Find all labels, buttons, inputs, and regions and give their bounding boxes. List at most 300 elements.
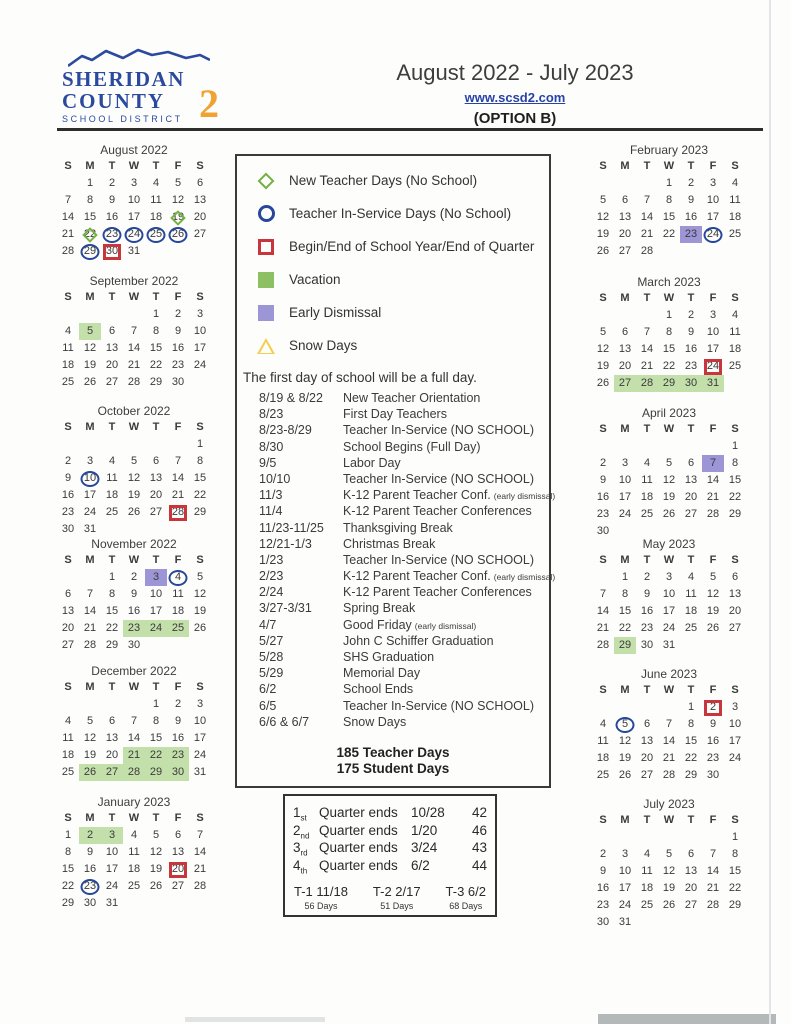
event-desc: John C Schiffer Graduation xyxy=(343,633,494,648)
quarter-label: Quarter ends xyxy=(319,840,398,855)
legend-item-early-dismissal xyxy=(237,296,549,329)
event-date: 9/5 xyxy=(259,455,277,470)
calendar-day: 26 xyxy=(193,622,207,634)
calendar-day: 12 xyxy=(83,732,97,744)
quarter-end-date: 1/20 xyxy=(411,822,438,838)
quarter-label: Quarter ends xyxy=(319,805,398,820)
quarter-row xyxy=(293,839,495,857)
calendar-day: 24 xyxy=(123,226,145,243)
month-title: January 2023 xyxy=(97,795,171,809)
weekday-header: S xyxy=(599,814,607,826)
calendar-day: 21 xyxy=(640,360,654,372)
calendar-day: 30 xyxy=(706,769,720,781)
district-url-link[interactable]: www.scsd2.com xyxy=(464,90,566,105)
calendar-day: 6 xyxy=(687,457,695,469)
weekday-header: M xyxy=(85,812,95,824)
event-row xyxy=(237,665,549,681)
calendar-day: 13 xyxy=(171,846,185,858)
calendar-day: 9 xyxy=(599,865,607,877)
calendar-day: 26 xyxy=(79,764,101,781)
empty-cell xyxy=(145,436,167,453)
calendar-day: 24 xyxy=(145,620,167,637)
calendar-day: 30 xyxy=(61,523,75,535)
calendar-day: 28 xyxy=(167,504,189,521)
event-row xyxy=(237,714,549,730)
calendar-day: 28 xyxy=(596,639,610,651)
calendar-day: 28 xyxy=(636,375,658,392)
calendar-day: 16 xyxy=(61,489,75,501)
calendar-day: 17 xyxy=(706,211,720,223)
month-grid xyxy=(57,552,211,654)
calendar-day: 12 xyxy=(193,588,207,600)
empty-cell xyxy=(658,699,680,716)
calendar-day: 28 xyxy=(640,245,654,257)
legend-label: Vacation xyxy=(289,272,341,287)
calendar-day: 11 xyxy=(128,846,140,858)
event-desc: Labor Day xyxy=(343,455,401,470)
total-line: 185 Teacher Days xyxy=(336,744,450,760)
calendar-day: 21 xyxy=(123,747,145,764)
calendar-day: 30 xyxy=(83,897,97,909)
legend-label: Early Dismissal xyxy=(289,305,382,320)
calendar-day: 8 xyxy=(152,715,160,727)
event-date: 5/27 xyxy=(259,633,284,648)
calendar-day: 27 xyxy=(149,506,163,518)
calendar-day: 29 xyxy=(728,899,742,911)
calendar-day: 14 xyxy=(127,342,141,354)
empty-cell xyxy=(614,438,636,455)
header-divider xyxy=(57,128,763,131)
weekday-header: T xyxy=(687,292,695,304)
calendar-day: 29 xyxy=(79,243,101,260)
legend-label: Teacher In-Service Days (No School) xyxy=(289,206,512,221)
empty-cell xyxy=(636,175,658,192)
event-row xyxy=(237,520,549,536)
calendar-day: 20 xyxy=(618,228,632,240)
calendar-day: 15 xyxy=(662,211,676,223)
event-date: 6/2 xyxy=(259,682,277,697)
event-date: 11/4 xyxy=(259,504,283,519)
calendar-day: 25 xyxy=(596,769,610,781)
calendar-day: 31 xyxy=(105,897,119,909)
calendar-day: 4 xyxy=(108,455,116,467)
calendar-day: 15 xyxy=(149,342,163,354)
calendar-day: 14 xyxy=(61,211,75,223)
calendar-day: 16 xyxy=(596,882,610,894)
legend-item-quarter xyxy=(237,230,549,263)
legend-icon-wrap xyxy=(251,305,281,321)
calendar-day: 21 xyxy=(61,228,75,240)
event-date: 8/23 xyxy=(259,407,284,422)
calendar-day: 28 xyxy=(706,899,720,911)
calendar-day: 24 xyxy=(83,506,97,518)
calendar-day: 8 xyxy=(621,588,629,600)
calendar-day: 14 xyxy=(596,605,610,617)
calendar-day: 18 xyxy=(61,359,75,371)
weekday-header: W xyxy=(128,554,140,566)
month-grid xyxy=(592,682,746,784)
calendar-day: 22 xyxy=(145,747,167,764)
calendar-day: 11 xyxy=(62,342,74,354)
calendar-day: 27 xyxy=(728,622,742,634)
weekday-header: M xyxy=(620,160,630,172)
calendar-day: 30 xyxy=(171,376,185,388)
weekday-header: T xyxy=(687,684,695,696)
month-october-2022 xyxy=(57,404,211,538)
quarter-ordinal: $4_{th}$ xyxy=(293,857,308,876)
quarter-label: Quarter ends xyxy=(319,822,398,838)
calendar-day: 5 xyxy=(614,716,636,733)
calendar-day: 26 xyxy=(167,226,189,243)
calendar-day: 11 xyxy=(685,588,697,600)
weekday-header: S xyxy=(64,291,72,303)
weekday-header: F xyxy=(174,421,182,433)
calendar-day: 16 xyxy=(706,735,720,747)
calendar-day: 19 xyxy=(618,752,632,764)
weekday-header: W xyxy=(128,681,140,693)
calendar-day: 3 xyxy=(709,309,717,321)
totals xyxy=(237,745,549,778)
month-grid xyxy=(592,421,746,540)
calendar-day: 29 xyxy=(105,639,119,651)
calendar-day: 6 xyxy=(643,718,651,730)
event-desc: Christmas Break xyxy=(343,536,436,551)
calendar-day: 31 xyxy=(702,375,724,392)
calendar-day: 15 xyxy=(662,343,676,355)
calendar-day: 3 xyxy=(196,698,204,710)
calendar-day: 10 xyxy=(127,194,141,206)
event-row xyxy=(237,439,549,455)
calendar-day: 18 xyxy=(127,863,141,875)
calendar-day: 5 xyxy=(79,323,101,340)
calendar-day: 3 xyxy=(145,569,167,586)
page-title: August 2022 - July 2023 xyxy=(396,60,634,85)
weekday-header: W xyxy=(663,554,675,566)
event-date: 4/7 xyxy=(259,617,277,632)
calendar-day: 9 xyxy=(709,718,717,730)
weekday-header: S xyxy=(196,812,204,824)
calendar-day: 23 xyxy=(596,899,610,911)
calendar-day: 7 xyxy=(709,848,717,860)
empty-cell xyxy=(592,175,614,192)
calendar-day: 7 xyxy=(196,829,204,841)
event-row xyxy=(237,633,549,649)
calendar-day: 7 xyxy=(174,455,182,467)
event-date: 3/27-3/31 xyxy=(259,601,312,616)
weekday-header: F xyxy=(709,423,717,435)
calendar-day: 10 xyxy=(193,715,207,727)
calendar-day: 8 xyxy=(731,457,739,469)
calendar-day: 23 xyxy=(706,752,720,764)
weekday-header: S xyxy=(64,421,72,433)
calendar-day: 11 xyxy=(106,472,118,484)
weekday-header: S xyxy=(599,292,607,304)
calendar-day: 24 xyxy=(662,622,676,634)
calendar-day: 11 xyxy=(729,194,741,206)
calendar-day: 30 xyxy=(680,375,702,392)
legend-item-snow-days xyxy=(237,329,549,362)
calendar-day: 18 xyxy=(684,605,698,617)
weekday-header: W xyxy=(128,160,140,172)
calendar-day: 8 xyxy=(64,846,72,858)
legend-label: Begin/End of School Year/End of Quarter xyxy=(289,239,535,254)
calendar-day: 16 xyxy=(83,863,97,875)
empty-cell xyxy=(79,306,101,323)
logo-line-county: COUNTY xyxy=(62,89,166,113)
quarter-day-count: 46 xyxy=(471,822,487,838)
calendar-day: 5 xyxy=(599,326,607,338)
calendar-day: 8 xyxy=(86,194,94,206)
empty-cell xyxy=(57,436,79,453)
calendar-day: 6 xyxy=(621,194,629,206)
event-desc: Snow Days xyxy=(343,714,407,729)
calendar-day: 5 xyxy=(152,829,160,841)
month-grid xyxy=(592,812,746,931)
weekday-header: F xyxy=(174,554,182,566)
calendar-day: 6 xyxy=(687,848,695,860)
calendar-day: 19 xyxy=(167,209,189,226)
event-desc: K-12 Parent Teacher Conferences xyxy=(343,585,532,600)
calendar-day: 2 xyxy=(643,571,651,583)
event-desc: New Teacher Orientation xyxy=(343,391,481,405)
scan-artifact xyxy=(598,1014,776,1024)
calendar-day: 28 xyxy=(706,508,720,520)
calendar-day: 20 xyxy=(105,359,119,371)
calendar-day: 18 xyxy=(728,343,742,355)
calendar-day: 12 xyxy=(706,588,720,600)
calendar-day: 1 xyxy=(665,309,673,321)
weekday-header: T xyxy=(152,554,160,566)
calendar-day: 22 xyxy=(61,880,75,892)
calendar-day: 26 xyxy=(596,377,610,389)
event-note: (early dismissal) xyxy=(493,572,556,583)
event-note: (early dismissal) xyxy=(493,491,556,502)
weekday-header: T xyxy=(108,421,116,433)
legend-icon-wrap xyxy=(251,239,281,255)
calendar-day: 1 xyxy=(665,177,673,189)
calendar-day: 3 xyxy=(621,457,629,469)
calendar-day: 10 xyxy=(105,846,119,858)
calendar-day: 23 xyxy=(640,622,654,634)
calendar-day: 23 xyxy=(101,226,123,243)
calendar-day: 6 xyxy=(152,455,160,467)
legend-icon-wrap xyxy=(251,338,281,354)
scan-artifact xyxy=(769,0,771,1024)
month-grid xyxy=(57,158,211,260)
calendar-day: 21 xyxy=(83,622,97,634)
month-title: May 2023 xyxy=(642,537,696,551)
weekday-header: S xyxy=(731,814,739,826)
calendar-day: 18 xyxy=(149,211,163,223)
calendar-day: 9 xyxy=(174,325,182,337)
weekday-header: S xyxy=(196,421,204,433)
empty-cell xyxy=(614,307,636,324)
calendar-day: 4 xyxy=(643,457,651,469)
empty-cell xyxy=(123,306,145,323)
weekday-header: M xyxy=(85,160,95,172)
calendar-day: 2 xyxy=(174,698,182,710)
month-may-2023 xyxy=(592,537,746,654)
calendar-day: 12 xyxy=(662,474,676,486)
calendar-day: 11 xyxy=(597,735,609,747)
empty-cell xyxy=(101,306,123,323)
trimester-days: 56 Days xyxy=(304,901,338,911)
logo-line-sheridan: SHERIDAN xyxy=(62,67,185,91)
red-square-icon xyxy=(258,239,274,255)
calendar-day: 28 xyxy=(193,880,207,892)
calendar-day: 5 xyxy=(709,571,717,583)
calendar-day: 7 xyxy=(643,326,651,338)
calendar-day: 25 xyxy=(684,622,698,634)
calendar-day: 5 xyxy=(196,571,204,583)
calendar-day: 6 xyxy=(731,571,739,583)
quarter-row xyxy=(293,804,495,822)
calendar-day: 10 xyxy=(79,470,101,487)
first-day-note: The first day of school will be a full day. xyxy=(243,370,477,385)
calendar-day: 16 xyxy=(684,343,698,355)
calendar-day: 13 xyxy=(105,732,119,744)
weekday-header: S xyxy=(731,292,739,304)
event-date: 5/28 xyxy=(259,650,284,664)
month-grid xyxy=(57,810,211,912)
calendar-day: 14 xyxy=(127,732,141,744)
event-desc: First Day Teachers xyxy=(343,407,447,422)
empty-cell xyxy=(680,438,702,455)
calendar-day: 15 xyxy=(728,474,742,486)
calendar-day: 4 xyxy=(64,325,72,337)
legend-item-inservice xyxy=(237,197,549,230)
quarter-ordinal: $3_{rd}$ xyxy=(293,840,308,858)
event-desc: Good Friday xyxy=(343,617,412,632)
calendar-day: 7 xyxy=(599,588,607,600)
event-row xyxy=(237,536,549,552)
calendar-day: 16 xyxy=(596,491,610,503)
event-date: 11/3 xyxy=(259,488,283,503)
event-date: 10/10 xyxy=(259,471,291,486)
event-desc: Teacher In-Service (NO SCHOOL) xyxy=(343,471,535,486)
calendar-day: 6 xyxy=(174,829,182,841)
calendar-day: 19 xyxy=(193,605,207,617)
calendar-day: 16 xyxy=(640,605,654,617)
empty-cell xyxy=(101,696,123,713)
weekday-header: S xyxy=(64,812,72,824)
calendar-day: 9 xyxy=(687,326,695,338)
month-title: December 2022 xyxy=(91,664,177,678)
calendar-day: 27 xyxy=(61,639,75,651)
calendar-day: 22 xyxy=(193,489,207,501)
weekday-header: T xyxy=(687,160,695,172)
empty-cell xyxy=(79,569,101,586)
quarter-row xyxy=(293,857,495,875)
quarter-day-count: 43 xyxy=(471,840,487,855)
empty-cell xyxy=(57,696,79,713)
calendar-day: 27 xyxy=(193,228,207,240)
calendar-day: 17 xyxy=(193,342,207,354)
calendar-day: 27 xyxy=(684,508,698,520)
legend-item-vacation xyxy=(237,263,549,296)
calendar-day: 17 xyxy=(706,343,720,355)
event-desc: Teacher In-Service (NO SCHOOL) xyxy=(343,423,535,438)
empty-cell xyxy=(702,829,724,846)
calendar-day: 14 xyxy=(193,846,207,858)
calendar-day: 5 xyxy=(86,715,94,727)
calendar-day: 10 xyxy=(728,718,742,730)
calendar-day: 27 xyxy=(640,769,654,781)
calendar-day: 26 xyxy=(83,376,97,388)
calendar-day: 7 xyxy=(130,715,138,727)
calendar-day: 27 xyxy=(171,880,185,892)
total-line: 175 Student Days xyxy=(336,761,450,777)
month-title: June 2023 xyxy=(640,667,698,681)
calendar-day: 1 xyxy=(687,701,695,713)
calendar-day: 7 xyxy=(702,455,724,472)
month-title: March 2023 xyxy=(637,275,701,289)
calendar-day: 18 xyxy=(171,605,185,617)
calendar-day: 14 xyxy=(706,474,720,486)
calendar-day: 28 xyxy=(662,769,676,781)
calendar-day: 10 xyxy=(662,588,676,600)
empty-cell xyxy=(636,438,658,455)
calendar-day: 24 xyxy=(105,880,119,892)
calendar-day: 17 xyxy=(193,732,207,744)
calendar-day: 3 xyxy=(709,177,717,189)
month-title: July 2023 xyxy=(643,797,695,811)
calendar-day: 21 xyxy=(596,622,610,634)
calendar-day: 1 xyxy=(621,571,629,583)
month-grid xyxy=(592,552,746,654)
quarter-ordinal-suffix: nd xyxy=(300,831,310,841)
weekday-header: S xyxy=(599,160,607,172)
event-date: 8/23-8/29 xyxy=(259,423,312,438)
calendar-day: 25 xyxy=(61,766,75,778)
calendar-day: 24 xyxy=(618,508,632,520)
calendar-day: 22 xyxy=(105,622,119,634)
calendar-day: 29 xyxy=(193,506,207,518)
calendar-day: 14 xyxy=(640,343,654,355)
event-date: 1/23 xyxy=(259,552,284,567)
calendar-day: 2 xyxy=(64,455,72,467)
calendar-day: 25 xyxy=(728,360,742,372)
empty-cell xyxy=(702,438,724,455)
calendar-day: 24 xyxy=(193,359,207,371)
month-title: April 2023 xyxy=(641,406,697,420)
quarter-ordinal-suffix: st xyxy=(300,813,307,823)
calendar-day: 10 xyxy=(618,474,632,486)
quarter-rows xyxy=(293,804,495,874)
calendar-day: 29 xyxy=(658,375,680,392)
event-desc: School Ends xyxy=(343,682,414,697)
calendar-day: 30 xyxy=(596,525,610,537)
calendar-day: 23 xyxy=(61,506,75,518)
calendar-day: 18 xyxy=(105,489,119,501)
calendar-day: 20 xyxy=(105,749,119,761)
month-title: October 2022 xyxy=(97,404,171,418)
trimester xyxy=(373,884,421,911)
calendar-day: 13 xyxy=(618,343,632,355)
green-square-icon xyxy=(258,272,274,288)
calendar-day: 7 xyxy=(643,194,651,206)
calendar-day: 29 xyxy=(149,376,163,388)
empty-cell xyxy=(101,436,123,453)
calendar-day: 8 xyxy=(108,588,116,600)
calendar-day: 2 xyxy=(79,827,101,844)
calendar-day: 13 xyxy=(105,342,119,354)
weekday-header: F xyxy=(709,814,717,826)
event-date: 2/24 xyxy=(259,585,284,600)
month-grid xyxy=(57,419,211,538)
calendar-day: 26 xyxy=(662,508,676,520)
calendar-day: 6 xyxy=(196,177,204,189)
